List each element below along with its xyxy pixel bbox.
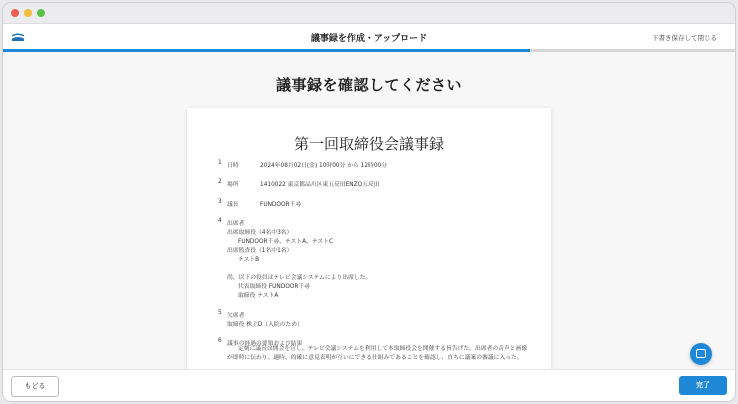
item-value: FUNDOOR千尋 [260,202,302,208]
item-value: 1410022 東京都品川区東五反田ENZO五反田 [260,182,380,188]
item-number: 1 [218,160,222,166]
done-button[interactable]: 完了 [679,376,727,395]
attending-directors: FUNDOOR千尋、テストA、テストC [238,239,334,245]
item-number: 4 [218,218,222,224]
proceedings-label: 議事の経過の要領および結果 [227,341,303,347]
item-number: 5 [218,310,222,316]
chat-support-button[interactable] [690,343,712,365]
item-number: 2 [218,179,222,185]
app-window [3,3,735,401]
absent-label: 欠席者 [227,313,245,319]
attending-directors-label: 出席取締役（4名中3名） [227,230,293,236]
remote-attendance-note: 尚、以下の役員はテレビ会議システムにより出席した。 [227,275,372,281]
header [3,24,735,49]
minutes-document [187,108,551,369]
attending-auditors: テストB [238,257,260,263]
item-value: 2024年08月02日(金) 10時00分 から 12時00分 [260,163,388,169]
item-number: 3 [218,199,222,205]
main-content [3,52,735,369]
item-label: 日時 [227,163,239,169]
item-number: 6 [218,338,222,344]
bottom-bar [3,369,735,401]
proceedings-text: 定刻に議長は開会を宣し、テレビ会議システムを利用して本取締役会を開催する旨告げた。出席者の音声と画像が即時に伝わり、適時、的確に意見表明が互いにできる仕組みであることを確認し、直ちに議案の審議に入った。 [227,346,528,361]
title-bar [3,3,735,24]
chat-icon [696,349,706,358]
save-draft-close-link[interactable]: 下書き保存して閉じる [652,34,717,42]
zoom-window-button[interactable] [37,9,45,17]
page-title: 議事録を作成・アップロード [310,34,428,44]
item-label: 議長 [227,202,239,208]
minimize-window-button[interactable] [24,9,32,17]
item-label: 場所 [227,182,239,188]
confirm-heading: 議事録を確認してください [275,76,462,94]
attending-auditors-label: 出席監査役（1名中1名） [227,248,293,254]
document-title: 第一回取締役会議事録 [293,135,444,153]
remote-attendee: 取締役 テストA [238,293,279,299]
remote-attendee: 代表取締役 FUNDOOR千尋 [238,284,310,290]
absent-value: 取締役 株主D（入院のため） [227,322,303,328]
back-button[interactable]: もどる [11,376,59,397]
attendees-label: 出席者 [227,221,245,227]
close-window-button[interactable] [11,9,19,17]
